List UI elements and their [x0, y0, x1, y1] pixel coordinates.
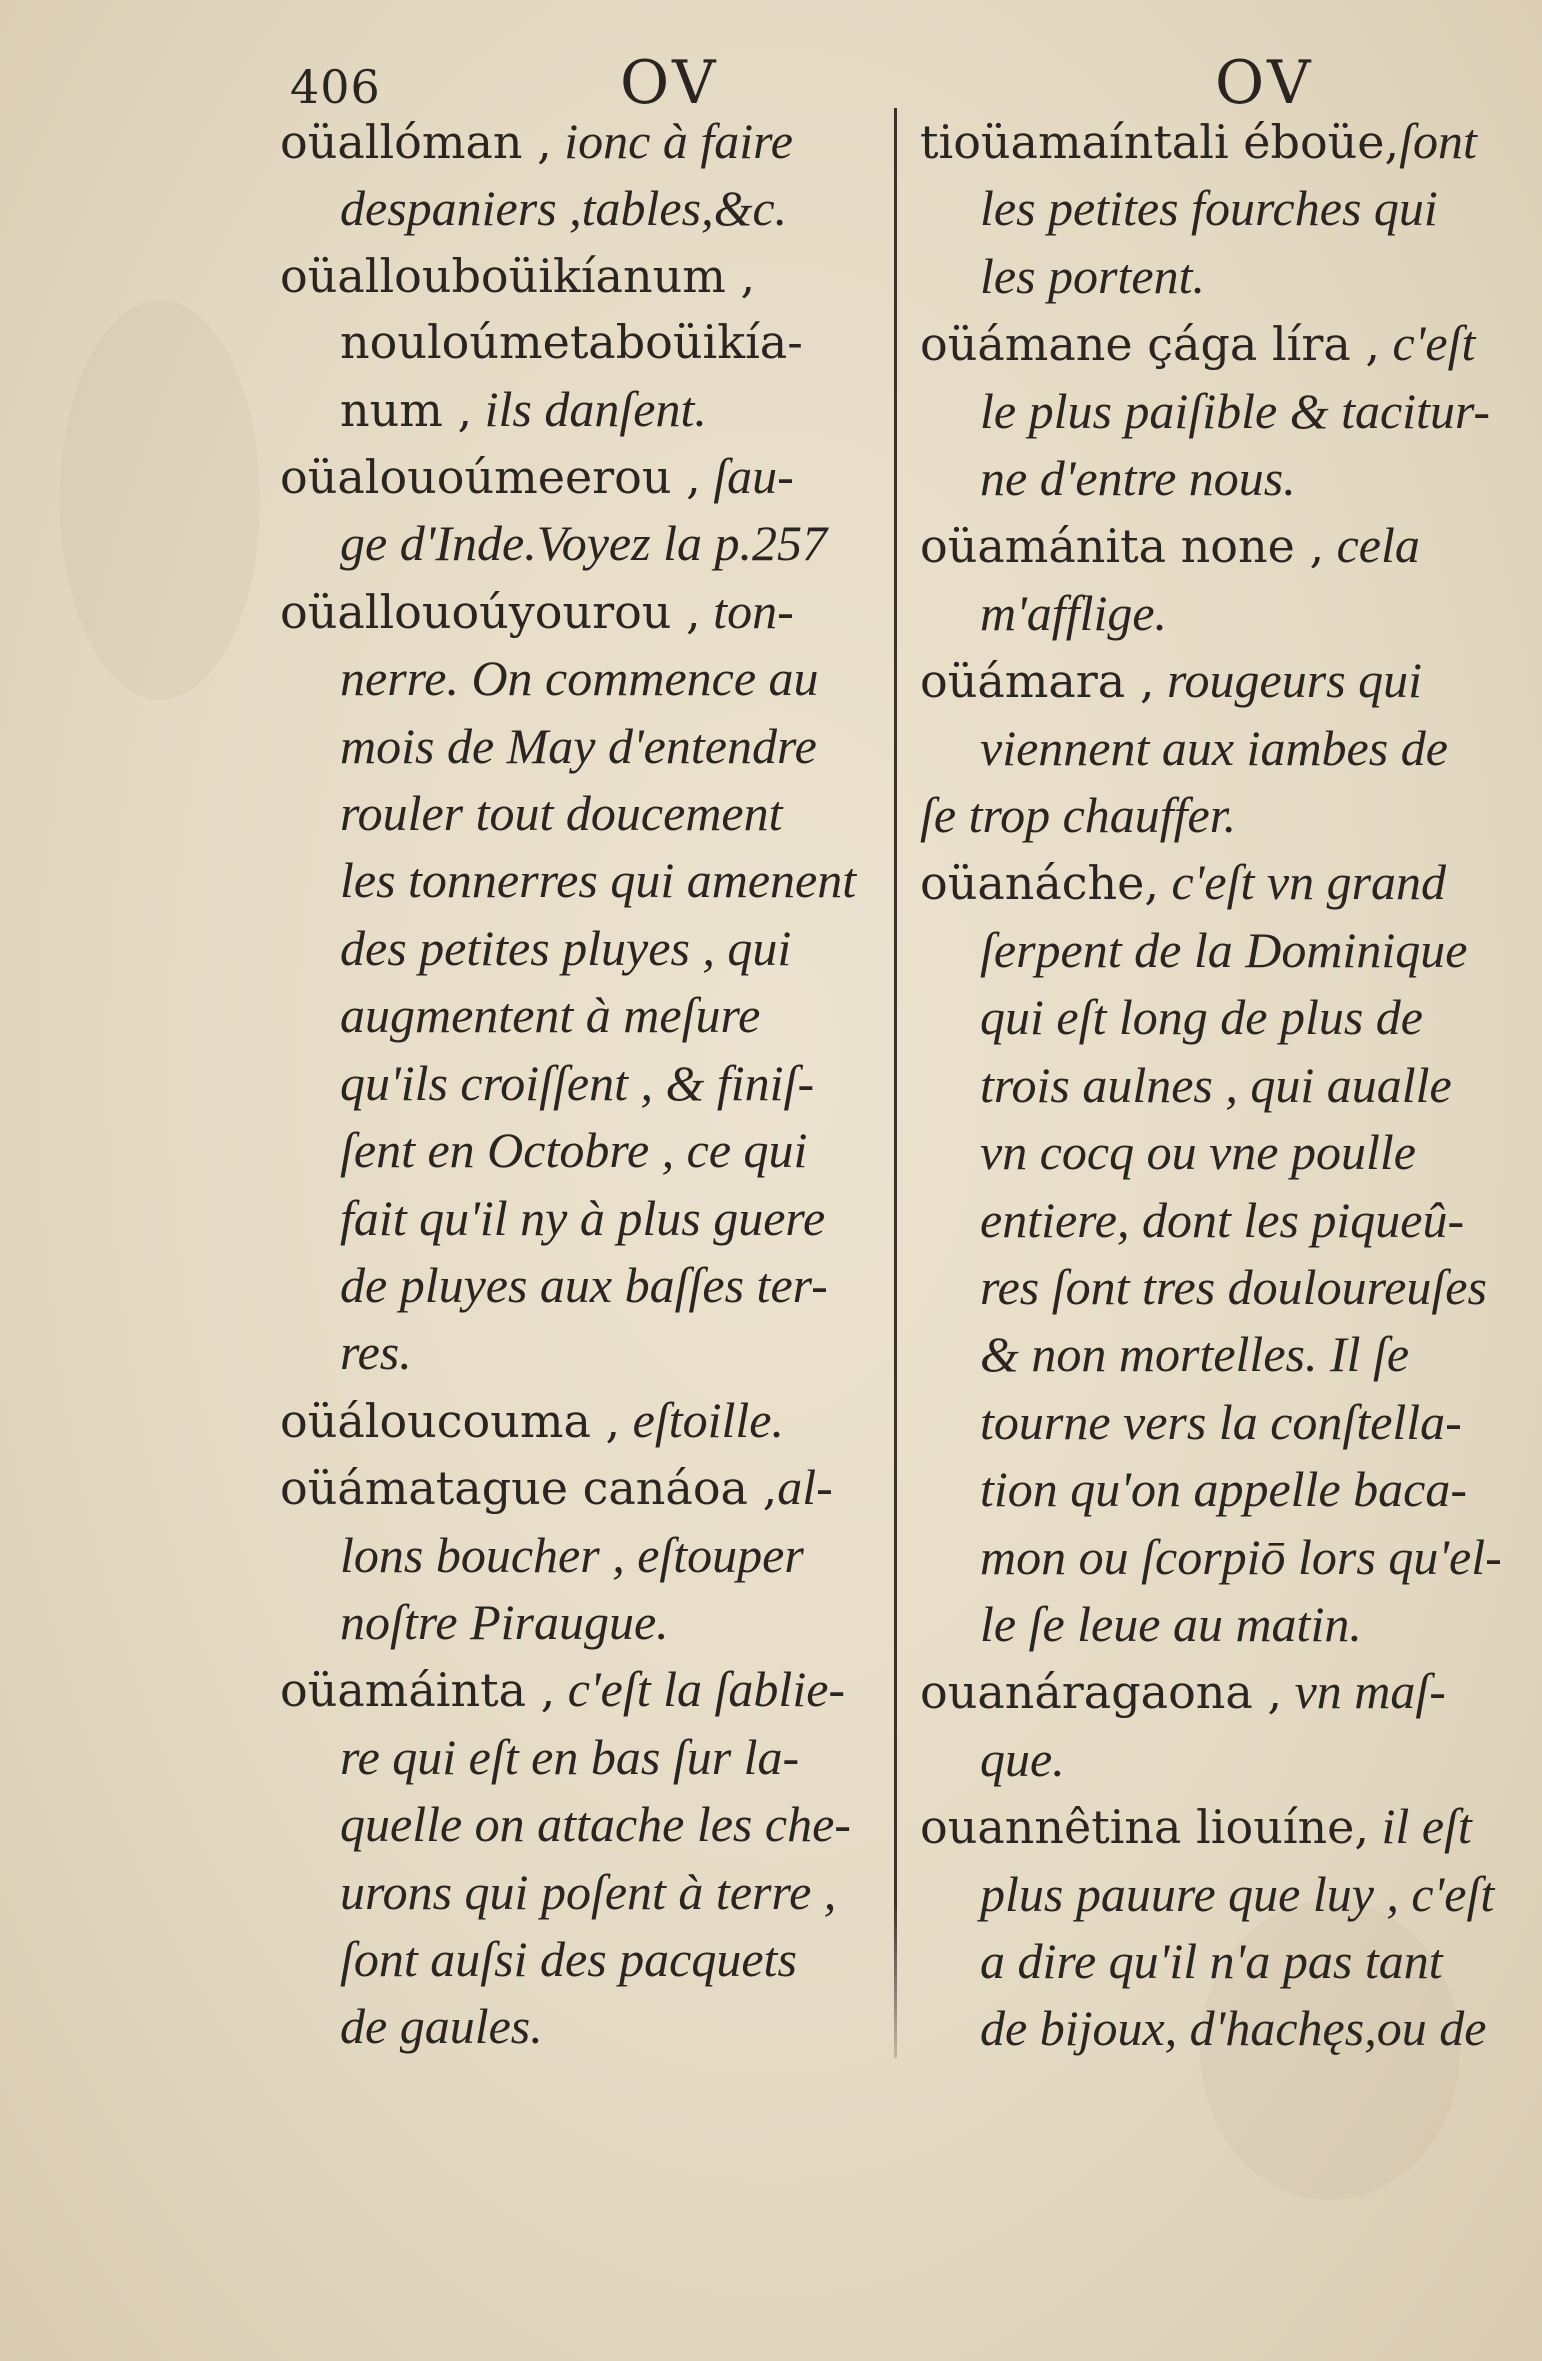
definition: ſont — [1399, 113, 1477, 169]
running-head-right: OV — [1215, 48, 1315, 118]
definition-line: les tonnerres qui amenent — [340, 852, 857, 909]
definition-line: trois aulnes , qui aualle — [980, 1056, 1452, 1113]
definition-line: res. — [340, 1324, 412, 1381]
headword: oüamáinta , — [280, 1663, 556, 1718]
headword: oüámatague canáoa , — [280, 1461, 778, 1516]
definition-line: lons boucher , eſtouper — [340, 1526, 804, 1583]
dictionary-entry — [920, 108, 1520, 310]
right-column — [920, 108, 1520, 2063]
headword: num , — [340, 382, 473, 437]
headword: tioüamaíntali éboüe, — [920, 115, 1400, 169]
dictionary-entry — [920, 310, 1520, 512]
definition-line: les petites fourches qui — [980, 180, 1438, 237]
definition-line: de pluyes aux baſſes ter- — [340, 1256, 828, 1313]
definition: c'eſt vn grand — [1159, 854, 1447, 911]
definition: c'eſt — [1380, 315, 1476, 372]
dictionary-entry — [920, 849, 1520, 1658]
headword: ouannêtina liouíne, — [920, 1800, 1370, 1855]
dictionary-entry — [280, 1387, 880, 1454]
definition-line: mon ou ſcorpiō lors qu'el- — [980, 1528, 1502, 1585]
dictionary-entry — [280, 243, 880, 443]
dictionary-entry — [920, 1793, 1520, 2063]
definition: ge d'Inde.Voyez la p.257 — [340, 515, 827, 572]
definition-line: de bijoux, d'hachęs,ou de — [980, 2000, 1487, 2057]
definition-line: fait qu'il ny à plus guere — [340, 1189, 826, 1246]
definition-line: ſent en Octobre , ce qui — [340, 1122, 808, 1179]
definition-line: & non mortelles. Il ſe — [980, 1326, 1410, 1383]
definition-line: noſtre Piraugue. — [340, 1593, 669, 1650]
dictionary-entry — [920, 1658, 1520, 1793]
running-head-left: OV — [620, 48, 720, 118]
definition-line: viennent aux iambes de — [980, 719, 1448, 776]
definition: ionc à faire — [551, 113, 793, 169]
definition: il eſt — [1369, 1798, 1472, 1855]
definition-line: les portent. — [980, 247, 1205, 304]
definition-line: tourne vers la conſtella- — [980, 1393, 1462, 1450]
definition-line: rouler tout doucement — [340, 785, 783, 842]
definition-line: qu'ils croiſſent , & finiſ- — [340, 1054, 815, 1111]
headword: oüáloucouma , — [280, 1393, 621, 1448]
headword: oüallouoúyourou , — [280, 584, 701, 639]
dictionary-entry — [920, 512, 1520, 647]
definition-line: le plus paiſible & tacitur- — [980, 382, 1491, 439]
definition-line: res ſont tres douloureuſes — [980, 1258, 1487, 1315]
definition-line: re qui eſt en bas ſur la- — [340, 1728, 800, 1785]
definition-line: vn cocq ou vne poulle — [980, 1124, 1416, 1181]
definition: rougeurs qui — [1154, 652, 1423, 709]
definition-line: qui eſt long de plus de — [980, 989, 1423, 1046]
definition: ton- — [700, 582, 794, 639]
dictionary-entry — [280, 108, 880, 243]
left-column — [280, 108, 880, 2061]
page-number: 406 — [290, 60, 381, 114]
definition-line: tion qu'on appelle baca- — [980, 1461, 1467, 1518]
headword: oüallouboüikíanum , — [280, 248, 756, 303]
definition-line: nerre. On commence au — [340, 650, 819, 707]
headword: oüallóman , — [280, 115, 552, 169]
definition: al- — [777, 1459, 833, 1516]
definition-line: ne d'entre nous. — [980, 450, 1296, 507]
definition-line: de gaules. — [340, 1998, 543, 2055]
definition-line: mois de May d'entendre — [340, 717, 817, 774]
definition-line: que. — [980, 1730, 1065, 1787]
headword: oüanáche, — [920, 856, 1160, 911]
definition-line: le ſe leue au matin. — [980, 1595, 1362, 1652]
definition: despaniers ,tables,&c. — [340, 180, 788, 237]
definition-line: urons qui poſent à terre , — [340, 1863, 837, 1920]
definition: ſau- — [700, 448, 794, 505]
definition-line: plus pauure que luy , c'eſt — [980, 1865, 1495, 1922]
headword: oüalouoúmeerou , — [280, 450, 701, 505]
definition-line: ſe trop chauffer. — [920, 787, 1237, 844]
headword: nouloúmetaboüikía- — [340, 315, 803, 370]
definition: ils danſent. — [472, 380, 707, 437]
column-divider — [894, 108, 897, 2058]
definition: cela — [1324, 517, 1420, 574]
headword: ouanáragaona , — [920, 1665, 1283, 1720]
definition: eſtoille. — [620, 1391, 784, 1448]
definition: c'eſt la ſablie- — [555, 1661, 846, 1718]
dictionary-entry — [280, 443, 880, 578]
dictionary-entry — [920, 647, 1520, 849]
definition-line: ſerpent de la Dominique — [980, 921, 1468, 978]
definition-line: augmentent à meſure — [340, 987, 761, 1044]
dictionary-entry — [280, 578, 880, 1387]
definition-line: ſont auſsi des pacquets — [340, 1930, 797, 1987]
headword: oüamánita none , — [920, 519, 1325, 574]
headword: oüámane çága líra , — [920, 317, 1381, 372]
definition-line: a dire qu'il n'a pas tant — [980, 1932, 1443, 1989]
definition-line: quelle on attache les che- — [340, 1796, 851, 1853]
paper-stain — [60, 300, 260, 700]
definition-line: m'afflige. — [980, 584, 1168, 641]
definition-line: entiere, dont les piqueû- — [980, 1191, 1465, 1248]
dictionary-entry — [280, 1656, 880, 2060]
headword: oüámara , — [920, 654, 1155, 709]
dictionary-entry — [280, 1454, 880, 1656]
definition: vn maſ- — [1282, 1663, 1446, 1720]
definition-line: des petites pluyes , qui — [340, 919, 792, 976]
